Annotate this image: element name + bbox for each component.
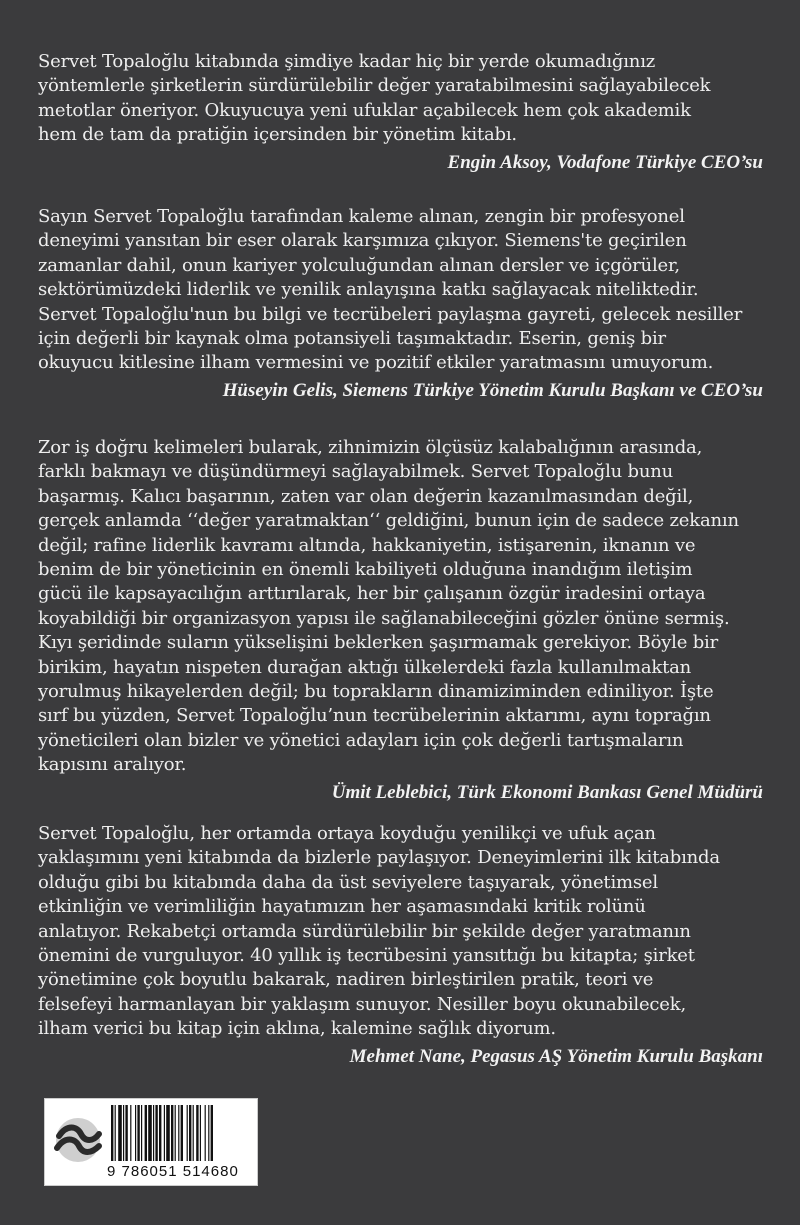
quote-block-1 xyxy=(38,50,773,174)
quote-text: Sayın Servet Topaloğlu tarafından kaleme alınan, zengin bir profesyonel deneyimi yansıtan bir eser olarak karşımıza çıkıyor. Siemens'te geçirilen zamanlar dahil, onun kariyer yolculuğundan alınan dersler ve içgörüler, sektörümüzdeki liderlik ve yenilik anlayışına katkı sağlayacak niteliktedir. Servet Topaloğlu'nun bu bilgi ve tecrübeleri paylaşma gayreti, gelecek nesiller için değerli bir kaynak olma potansiyeli taşımaktadır. Eserin, geniş bir okuyucu kitlesine ilham vermesini ve pozitif etkiler yaratmasını umuyorum. xyxy=(38,206,743,374)
isbn-barcode xyxy=(44,1098,258,1186)
quote-block-4 xyxy=(38,822,773,1068)
quote-text: Zor iş doğru kelimeleri bularak, zihnimizin ölçüsüz kalabalığının arasında, farklı bakmayı ve düşündürmeyi sağlayabilmek. Servet Topaloğlu bunu başarmış. Kalıcı başarının, zaten var olan değerin kazanılmasından değil, gerçek anlamda ‘‘değer yaratmaktan‘‘ geldiğini, bunun için de sadece zekanın değil; rafine liderlik kavramı altında, hakkaniyetin, istişarenin, iknanın ve benim de bir yöneticinin en önemli kabiliyeti olduğuna inandığım iletişim gücü ile kapsayacılığın arttırılarak, her bir çalışanın özgür iradesini ortaya koyabildiği bir organizasyon yapısı ile sağlanabileceğini gözler önüne sermiş. Kıyı şeridinde suların yükselişini beklerken şaşırmamak gerekiyor. Böyle bir birikim, hayatın nispeten durağan aktığı ülkelerdeki fazla kullanılmaktan yorulmuş hikayelerden değil; bu toprakların dinamiziminden ediniliyor. İşte sırf bu yüzden, Servet Topaloğlu’nun tecrübelerinin aktarımı, aynı toprağın yöneticileri olan bizler ve yönetici adayları için çok değerli tartışmaların kapısını aralıyor. xyxy=(38,437,739,776)
quote-text: Servet Topaloğlu, her ortamda ortaya koyduğu yenilikçi ve ufuk açan yaklaşımını yeni kitabında da bizlerle paylaşıyor. Deneyimlerini ilk kitabında olduğu gibi bu kitabında daha da üst seviyelere taşıyarak, yönetimsel etkinliğin ve verimliliğin hayatımızın her aşamasındaki kritik rolünü anlatıyor. Rekabetçi ortamda sürdürülebilir bir şekilde değer yaratmanın önemini de vurguluyor. 40 yıllık iş tecrübesini yansıttığı bu kitapta; şirket yönetimine çok boyutlu bakarak, nadiren birleştirilen pratik, teori ve felsefeyi harmanlayan bir yaklaşım sunuyor. Nesiller boyu okunabilecek, ilham verici bu kitap için aklına, kalemine sağlık diyorum. xyxy=(38,823,720,1040)
barcode-bars xyxy=(111,1105,251,1161)
quote-block-2 xyxy=(38,205,773,402)
quote-attribution: Hüseyin Gelis, Siemens Türkiye Yönetim Kurulu Başkanı ve CEO’su xyxy=(222,379,763,401)
quote-block-3 xyxy=(38,436,773,804)
quote-attribution: Engin Aksoy, Vodafone Türkiye CEO’su xyxy=(447,151,763,173)
publisher-wave-logo-icon xyxy=(53,1112,103,1168)
isbn-number: 9 786051 514680 xyxy=(107,1163,239,1180)
quote-text: Servet Topaloğlu kitabında şimdiye kadar hiç bir yerde okumadığınız yöntemlerle şirketlerin sürdürülebilir değer yaratabilmesini sağlayabilecek metotlar öneriyor. Okuyucuya yeni ufuklar açabilecek hem çok akademik hem de tam da pratiğin içersinden bir yönetim kitabı. xyxy=(38,51,711,146)
quote-attribution: Ümit Leblebici, Türk Ekonomi Bankası Genel Müdürü xyxy=(331,781,763,803)
quote-attribution: Mehmet Nane, Pegasus AŞ Yönetim Kurulu Başkanı xyxy=(349,1045,763,1067)
